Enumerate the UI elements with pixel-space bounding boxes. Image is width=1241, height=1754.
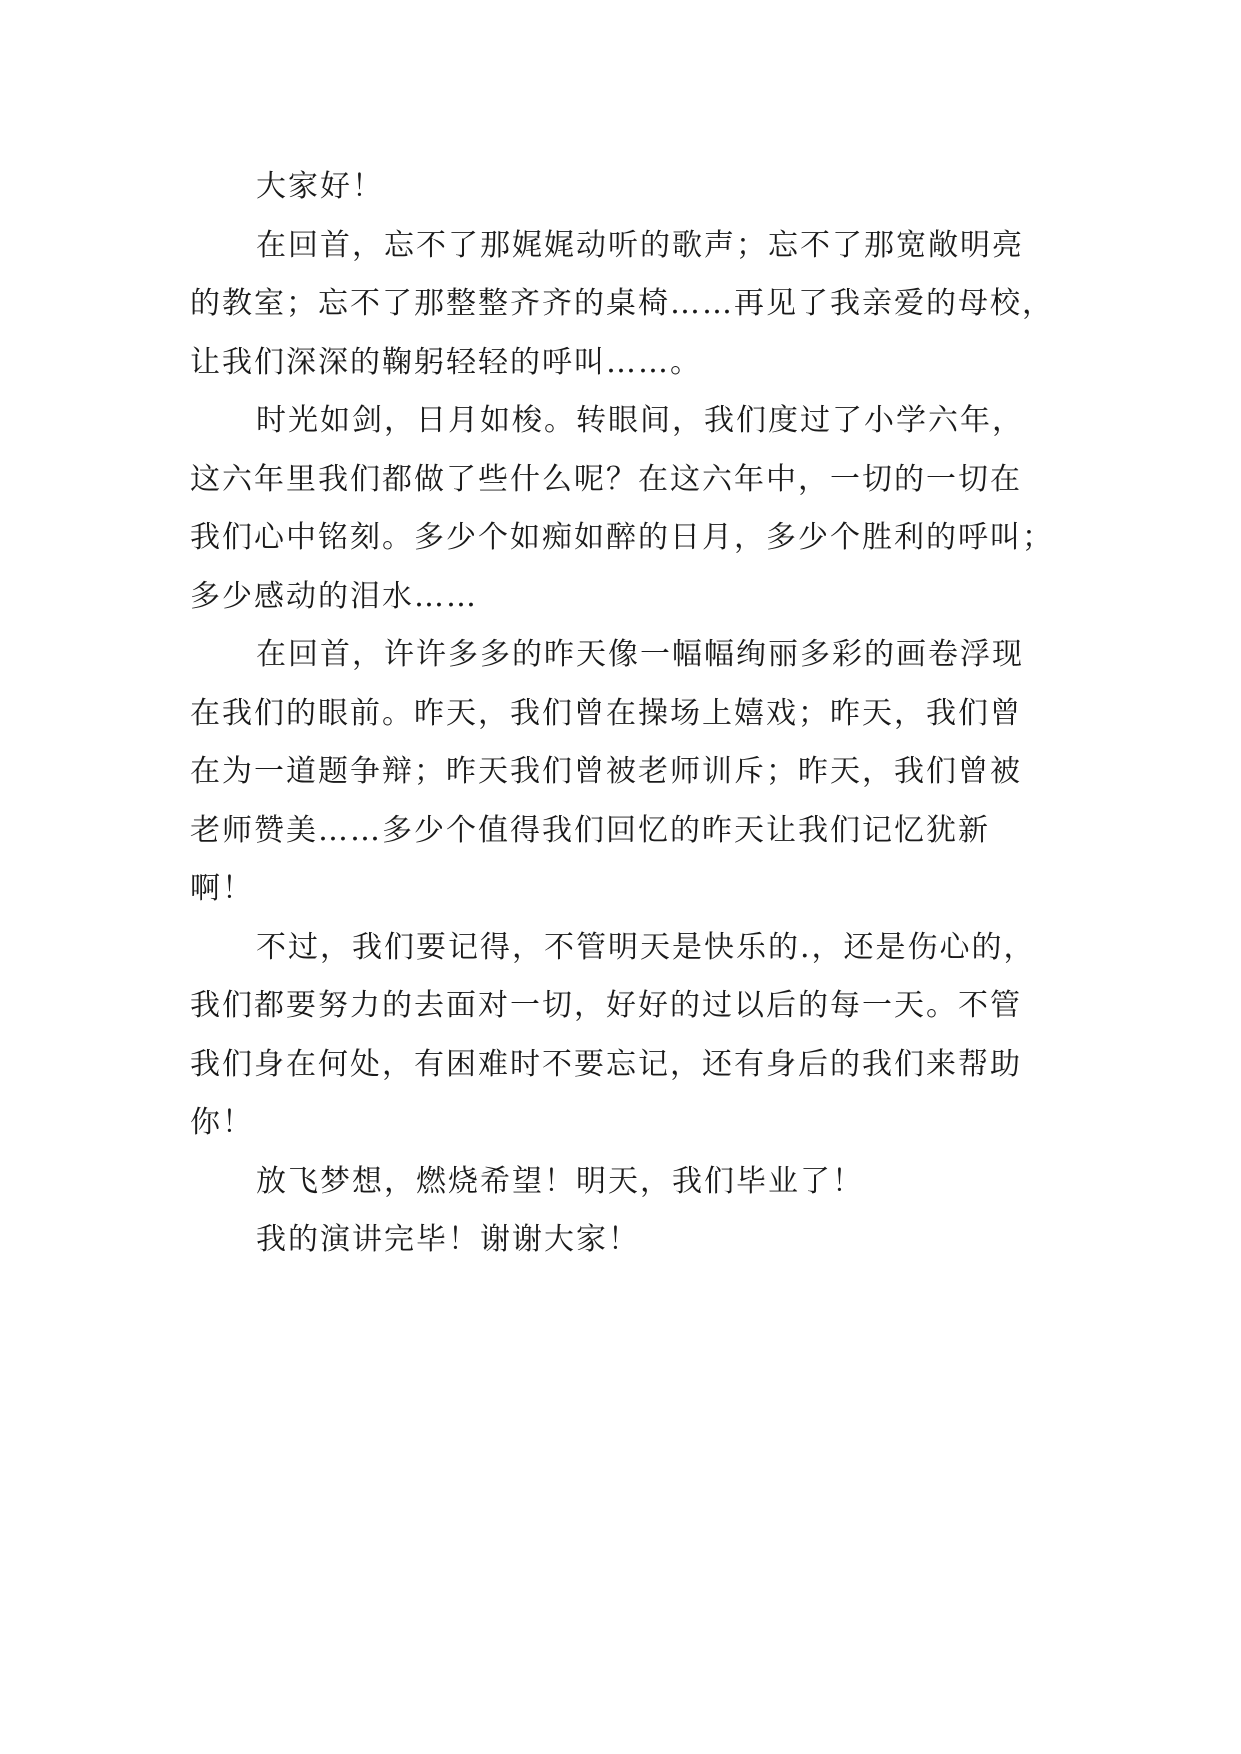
text-line: 的教室；忘不了那整整齐齐的桌椅……再见了我亲爱的母校， [190, 286, 1054, 321]
text-line: 啊！ [190, 871, 254, 906]
text-line: 这六年里我们都做了些什么呢？在这六年中，一切的一切在 [190, 461, 1022, 497]
text-line: 在为一道题争辩；昨天我们曾被老师训斥；昨天，我们曾被 [190, 754, 1022, 789]
text-line: 我们心中铭刻。多少个如痴如醉的日月，多少个胜利的呼叫； [190, 520, 1054, 555]
paragraph-six-years [190, 392, 1090, 626]
text-line: 在我们的眼前。昨天，我们曾在操场上嬉戏；昨天，我们曾 [190, 695, 1022, 731]
text-line: 老师赞美……多少个值得我们回忆的昨天让我们记忆犹新 [190, 812, 990, 848]
paragraph-greeting [190, 158, 1090, 217]
paragraph-dreams [190, 1153, 1090, 1212]
text-line: 多少感动的泪水…… [190, 578, 478, 614]
text-line: 你！ [190, 1105, 254, 1140]
text-line: 让我们深深的鞠躬轻轻的呼叫……。 [190, 344, 702, 380]
text-line: 在回首，许许多多的昨天像一幅幅绚丽多彩的画卷浮现 [256, 637, 1024, 672]
paragraph-farewell-school [190, 217, 1090, 393]
text-line: 我们身在何处，有困难时不要忘记，还有身后的我们来帮助 [190, 1046, 1022, 1082]
paragraph-remember [190, 919, 1090, 1153]
paragraph-yesterdays [190, 626, 1090, 919]
text-line: 我们都要努力的去面对一切，好好的过以后的每一天。不管 [190, 988, 1022, 1023]
text-line: 放飞梦想，燃烧希望！明天，我们毕业了！ [256, 1163, 864, 1199]
text-line: 我的演讲完毕！谢谢大家！ [256, 1222, 640, 1257]
document-body [190, 158, 1090, 1270]
text-line: 在回首，忘不了那娓娓动听的歌声；忘不了那宽敞明亮 [256, 227, 1024, 263]
text-line: 不过，我们要记得，不管明天是快乐的.，还是伤心的， [256, 929, 1036, 965]
text-line: 大家好！ [256, 169, 384, 204]
text-line: 时光如剑，日月如梭。转眼间，我们度过了小学六年， [256, 403, 1024, 438]
paragraph-closing [190, 1211, 1090, 1270]
